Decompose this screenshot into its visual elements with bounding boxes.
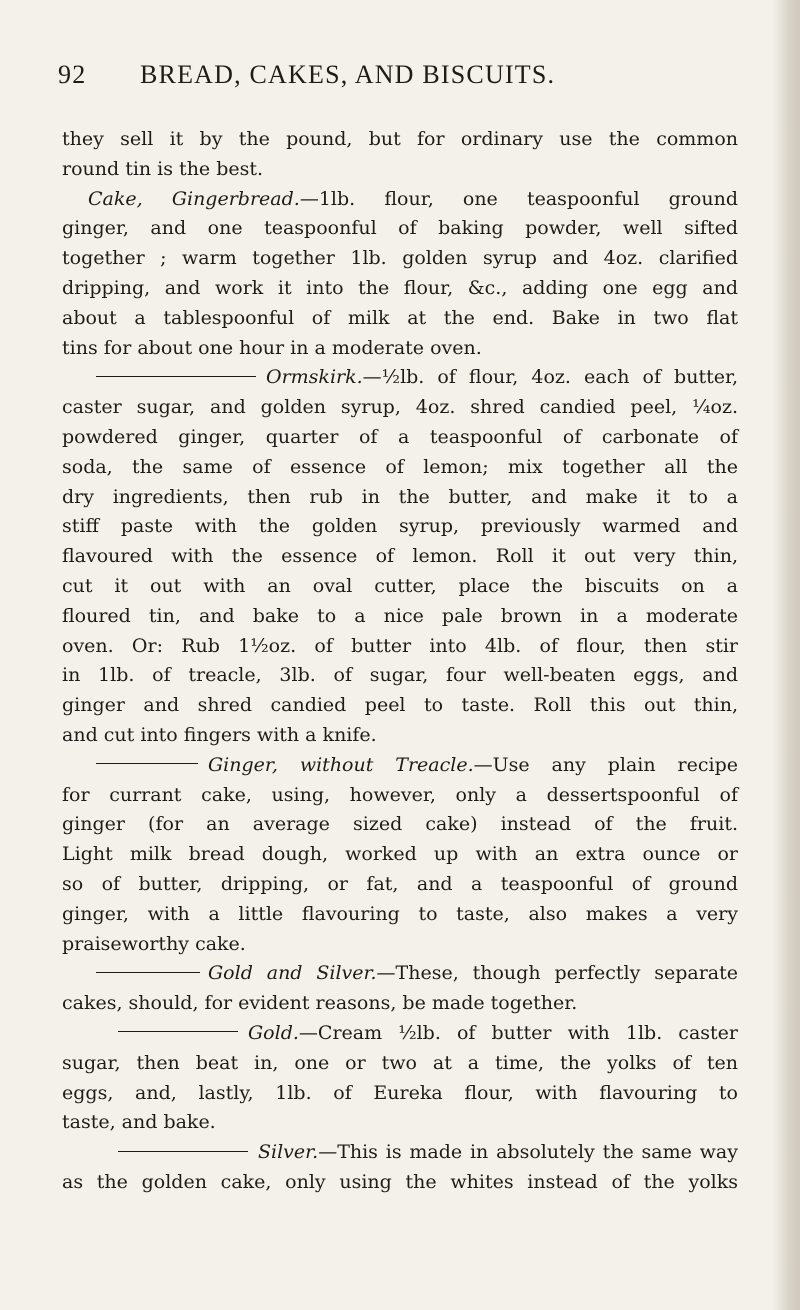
recipe-heading-gold-and-silver: Gold and Silver. <box>208 962 377 985</box>
page-number: 92 <box>58 60 87 89</box>
recipe-line <box>62 363 738 393</box>
text-line: caster sugar, and golden syrup, 4oz. shred candied peel, ¼oz. <box>62 396 738 419</box>
page-edge-shadow <box>772 0 800 1310</box>
text-line: dripping, and work it into the flour, &c., adding one egg and <box>62 276 738 299</box>
text-line: eggs, and, lastly, 1lb. of Eureka flour, with flavouring to <box>62 1081 738 1104</box>
running-head: BREAD, CAKES, AND BISCUITS. <box>140 60 556 89</box>
page-header <box>58 60 758 100</box>
text-line: soda, the same of essence of lemon; mix together all the <box>62 455 738 478</box>
recipe-heading-ormskirk: Ormskirk. <box>266 366 363 389</box>
text-line: so of butter, dripping, or fat, and a teaspoonful of ground <box>62 872 738 895</box>
text-line: dry ingredients, then rub in the butter, and make it to a <box>62 485 738 508</box>
recipe-text: —Use any plain recipe <box>473 753 738 776</box>
ditto-rule <box>96 763 198 764</box>
text-line: and cut into fingers with a knife. <box>62 723 377 746</box>
ditto-rule <box>96 376 256 377</box>
recipe-heading-gingerbread: Cake, Gingerbread. <box>88 187 300 210</box>
text-line: Light milk bread dough, worked up with an extra ounce or <box>62 843 738 866</box>
text-line: they sell it by the pound, but for ordinary use the common <box>62 128 738 150</box>
text-line: ginger, with a little flavouring to taste, also makes a very <box>62 902 738 925</box>
text-line: cakes, should, for evident reasons, be made together. <box>62 992 578 1015</box>
text-line: floured tin, and bake to a nice pale brown in a moderate <box>62 604 738 627</box>
text-line: ginger and shred candied peel to taste. Roll this out thin, <box>62 694 738 717</box>
text-line: as the golden cake, only using the whites instead of the yolks <box>62 1170 738 1193</box>
recipe-line <box>62 751 738 781</box>
recipe-text: —These, though perfectly separate <box>376 962 738 985</box>
ditto-rule <box>96 972 200 973</box>
recipe-line <box>62 1019 738 1049</box>
text-line: sugar, then beat in, one or two at a time, the yolks of ten <box>62 1051 738 1074</box>
text-line: flavoured with the essence of lemon. Roll it out very thin, <box>62 545 738 568</box>
text-line: ginger, and one teaspoonful of baking powder, well sifted <box>62 217 738 240</box>
text-line: taste, and bake. <box>62 1111 216 1134</box>
recipe-heading-ginger-without-treacle: Ginger, without Treacle. <box>208 753 474 776</box>
recipe-line <box>62 185 738 215</box>
text-line: ginger (for an average sized cake) instead of the fruit. <box>62 813 738 836</box>
text-line: oven. Or: Rub 1½oz. of butter into 4lb. of flour, then stir <box>62 634 738 657</box>
body-text <box>62 125 738 1198</box>
text-line: about a tablespoonful of milk at the end. Bake in two flat <box>62 306 738 329</box>
text-line: cut it out with an oval cutter, place the biscuits on a <box>62 574 738 597</box>
recipe-text: —Cream ½lb. of butter with 1lb. caster <box>298 1021 738 1044</box>
text-line: in 1lb. of treacle, 3lb. of sugar, four well-beaten eggs, and <box>62 664 738 687</box>
ditto-rule <box>118 1151 248 1152</box>
text-line: stiff paste with the golden syrup, previously warmed and <box>62 515 738 538</box>
text-line: for currant cake, using, however, only a dessertspoonful of <box>62 783 738 806</box>
ditto-rule <box>118 1031 238 1032</box>
recipe-text: —1lb. flour, one teaspoonful ground <box>299 187 739 210</box>
recipe-line <box>62 959 738 989</box>
recipe-text: —This is made in absolutely the same way <box>318 1141 738 1164</box>
text-line: powdered ginger, quarter of a teaspoonful of carbonate of <box>62 425 738 448</box>
recipe-text: —½lb. of flour, 4oz. each of butter, <box>362 366 738 389</box>
recipe-heading-silver: Silver. <box>258 1141 319 1164</box>
text-line: praiseworthy cake. <box>62 932 246 955</box>
text-line: round tin is the best. <box>62 157 264 180</box>
text-line: together ; warm together 1lb. golden syrup and 4oz. clarified <box>62 247 738 270</box>
text-line: tins for about one hour in a moderate oven. <box>62 336 482 359</box>
recipe-line <box>62 1138 738 1168</box>
recipe-heading-gold: Gold. <box>248 1021 299 1044</box>
